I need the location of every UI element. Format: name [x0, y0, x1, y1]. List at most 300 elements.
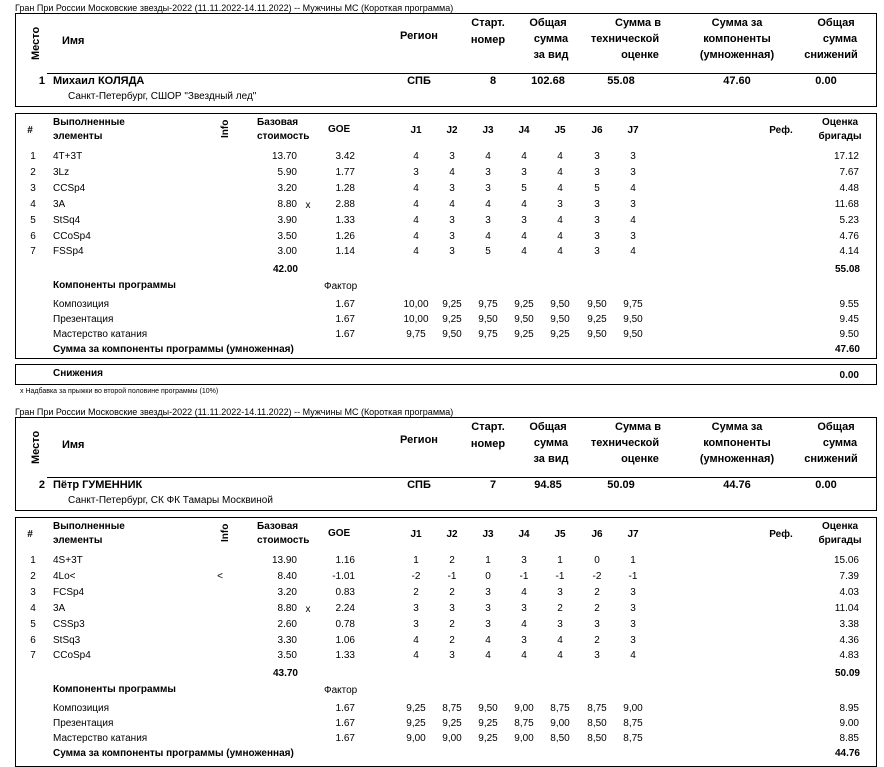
- element-number: 2: [30, 166, 36, 178]
- element-judge-5: 4: [557, 166, 563, 178]
- element-number: 7: [30, 650, 36, 662]
- skater-pcs: 44.76: [723, 479, 751, 491]
- element-panel-score: 4.83: [839, 650, 859, 662]
- element-judge-3: 3: [485, 618, 491, 630]
- judge-label-5: J5: [554, 529, 566, 540]
- element-judge-3: 5: [485, 246, 491, 258]
- element-base-value: 3.20: [277, 182, 297, 194]
- element-judge-2: 2: [449, 555, 455, 566]
- element-number: 5: [30, 214, 36, 226]
- judge-label-6: J6: [591, 125, 603, 136]
- deductions-box: [15, 364, 877, 385]
- name-label: Имя: [62, 439, 85, 451]
- component-judge-1: 10,00: [403, 299, 429, 310]
- element-judge-6: 3: [594, 151, 600, 162]
- pcs-label-1: Сумма за: [711, 17, 763, 29]
- element-panel-score: 4.76: [839, 230, 859, 242]
- header-divider: [47, 477, 876, 478]
- deductions-label-1: Общая: [817, 17, 855, 29]
- element-code: 4Lo<: [53, 570, 76, 582]
- component-factor: 1.67: [335, 299, 355, 310]
- element-code: 3A: [53, 198, 66, 210]
- total-label-3: за вид: [533, 49, 569, 61]
- component-judge-7: 9,75: [623, 299, 643, 310]
- element-judge-4: 3: [521, 634, 527, 646]
- tes-total: 50.09: [834, 668, 860, 679]
- element-goe: 2.24: [335, 602, 355, 614]
- component-judge-1: 9,25: [406, 703, 426, 714]
- component-judge-1: 9,75: [406, 328, 426, 340]
- component-judge-7: 9,50: [623, 328, 643, 340]
- element-number: 2: [30, 570, 36, 582]
- skater-region: СПБ: [407, 479, 431, 491]
- skater-name: Михаил КОЛЯДА: [53, 75, 145, 87]
- pcs-total-value: 47.60: [834, 344, 860, 355]
- element-number: 7: [30, 246, 36, 258]
- element-judge-7: 1: [630, 555, 636, 566]
- element-judge-6: 2: [594, 602, 600, 614]
- element-judge-1: 4: [413, 151, 419, 162]
- component-name: Мастерство катания: [53, 732, 148, 744]
- element-judge-7: 3: [630, 166, 636, 178]
- element-number: 5: [30, 618, 36, 630]
- element-number: 6: [30, 230, 36, 242]
- component-judge-2: 9,25: [442, 313, 462, 325]
- element-base-value: 2.60: [277, 618, 297, 630]
- deductions-row-label: Снижения: [53, 368, 103, 379]
- judge-label-3: J3: [482, 529, 494, 540]
- element-judge-5: 4: [557, 634, 563, 646]
- component-judge-6: 9,25: [587, 313, 607, 325]
- element-base-value: 3.20: [277, 586, 297, 598]
- element-panel-score: 4.14: [839, 246, 859, 258]
- element-code: 3Lz: [53, 166, 70, 178]
- element-judge-6: 3: [594, 198, 600, 210]
- judge-label-4: J4: [518, 529, 530, 540]
- element-judge-2: 3: [449, 230, 455, 242]
- element-judge-1: 4: [413, 182, 419, 194]
- component-name: Композиция: [53, 299, 110, 310]
- component-judge-2: 9,25: [442, 717, 462, 729]
- component-score: 9.00: [839, 717, 859, 729]
- element-code: CCoSp4: [53, 230, 91, 242]
- total-label-2: сумма: [533, 33, 569, 45]
- element-judge-1: 4: [413, 230, 419, 242]
- element-judge-7: 4: [630, 214, 636, 226]
- element-base-value: 5.90: [277, 166, 297, 178]
- element-judge-6: 3: [594, 246, 600, 258]
- panel-score-label-2: бригады: [818, 535, 862, 546]
- base-value-label-2: стоимость: [257, 535, 310, 546]
- element-judge-2: 3: [449, 650, 455, 662]
- element-judge-1: -2: [411, 570, 421, 582]
- component-judge-5: 9,25: [550, 328, 570, 340]
- element-code: CCSp4: [53, 182, 86, 194]
- element-code: FCSp4: [53, 586, 85, 598]
- element-judge-4: 3: [521, 166, 527, 178]
- element-judge-4: 4: [521, 246, 527, 258]
- element-judge-3: 3: [485, 586, 491, 598]
- element-goe: 1.26: [335, 230, 355, 242]
- element-judge-5: 1: [557, 555, 563, 566]
- component-judge-7: 8,75: [623, 717, 643, 729]
- element-judge-2: 4: [449, 198, 455, 210]
- program-components-label: Компоненты программы: [53, 280, 176, 291]
- ref-label: Реф.: [769, 125, 793, 136]
- base-value-total: 42.00: [272, 264, 298, 275]
- element-base-value: 3.90: [277, 214, 297, 226]
- element-goe: -1.01: [332, 570, 355, 582]
- judge-label-2: J2: [446, 125, 458, 136]
- element-judge-2: -1: [447, 570, 457, 582]
- component-judge-2: 9,25: [442, 299, 462, 310]
- element-base-value: 8.40: [277, 570, 297, 582]
- component-judge-6: 9,50: [587, 299, 607, 310]
- element-judge-4: 4: [521, 650, 527, 662]
- pcs-label-2: компоненты: [703, 437, 771, 449]
- element-judge-1: 1: [413, 555, 419, 566]
- judge-label-1: J1: [410, 125, 422, 136]
- element-judge-5: 4: [557, 182, 563, 194]
- component-name: Презентация: [53, 313, 114, 325]
- goe-label: GOE: [328, 528, 351, 539]
- element-judge-7: 3: [630, 618, 636, 630]
- skater-total: 94.85: [534, 479, 562, 491]
- panel-score-label-1: Оценка: [821, 521, 859, 532]
- element-judge-3: 4: [485, 634, 491, 646]
- pcs-label-2: компоненты: [703, 33, 771, 45]
- element-judge-7: 3: [630, 230, 636, 242]
- element-panel-score: 11.68: [834, 198, 859, 210]
- component-judge-6: 8,50: [587, 732, 607, 744]
- element-panel-score: 4.36: [839, 634, 859, 646]
- element-number: 4: [30, 198, 36, 210]
- pcs-total-label: Сумма за компоненты программы (умноженная): [53, 748, 294, 759]
- element-goe: 1.33: [335, 214, 355, 226]
- element-judge-2: 3: [449, 151, 455, 162]
- skater-tes: 55.08: [607, 75, 635, 87]
- element-base-value: 8.80: [277, 602, 297, 614]
- element-judge-5: 4: [557, 151, 563, 162]
- deductions-row-value: 0.00: [839, 370, 859, 381]
- program-components-label: Компоненты программы: [53, 684, 176, 695]
- factor-label: Фактор: [324, 281, 358, 292]
- component-judge-7: 9,50: [623, 313, 643, 325]
- element-goe: 2.88: [335, 198, 355, 210]
- element-judge-5: 2: [557, 602, 563, 614]
- skater-region: СПБ: [407, 75, 431, 87]
- element-panel-score: 7.67: [839, 166, 859, 178]
- element-judge-7: 4: [630, 182, 636, 194]
- element-goe: 0.83: [335, 586, 355, 598]
- element-base-value: 13.90: [271, 555, 297, 566]
- element-goe: 0.78: [335, 618, 355, 630]
- base-value-label-1: Базовая: [257, 521, 299, 532]
- deductions-label-2: сумма: [822, 33, 858, 45]
- skater-tes: 50.09: [607, 479, 635, 491]
- skater-place: 2: [38, 479, 45, 491]
- base-value-label-1: Базовая: [257, 117, 299, 128]
- element-judge-3: 4: [485, 151, 491, 162]
- element-number: 4: [30, 602, 36, 614]
- deductions-label-3: снижений: [804, 453, 858, 465]
- judge-label-1: J1: [410, 529, 422, 540]
- element-judge-2: 3: [449, 246, 455, 258]
- element-judge-1: 4: [413, 246, 419, 258]
- element-judge-7: 4: [630, 246, 636, 258]
- component-name: Презентация: [53, 717, 114, 729]
- tes-total: 55.08: [834, 264, 860, 275]
- element-base-value: 8.80: [277, 198, 297, 210]
- element-goe: 1.28: [335, 182, 355, 194]
- skater-name: Пётр ГУМЕННИК: [53, 479, 143, 491]
- element-judge-4: 4: [521, 618, 527, 630]
- total-label-1: Общая: [529, 17, 567, 29]
- element-judge-2: 2: [449, 618, 455, 630]
- element-judge-7: 4: [630, 650, 636, 662]
- pcs-total-label: Сумма за компоненты программы (умноженная): [53, 344, 294, 355]
- total-label-2: сумма: [533, 437, 569, 449]
- element-judge-3: 4: [485, 230, 491, 242]
- element-goe: 1.14: [335, 246, 355, 258]
- panel-score-label-1: Оценка: [821, 117, 859, 128]
- element-panel-score: 5.23: [839, 214, 859, 226]
- component-judge-2: 9,50: [442, 328, 462, 340]
- element-judge-4: -1: [519, 570, 529, 582]
- judge-label-7: J7: [627, 125, 639, 136]
- tes-label-1: Сумма в: [615, 17, 661, 29]
- component-factor: 1.67: [335, 328, 355, 340]
- element-judge-7: 3: [630, 151, 636, 162]
- element-judge-1: 4: [413, 650, 419, 662]
- num-label: #: [27, 529, 33, 540]
- element-code: StSq3: [53, 634, 81, 646]
- element-info: <: [217, 570, 223, 582]
- element-judge-5: 4: [557, 246, 563, 258]
- element-judge-4: 4: [521, 586, 527, 598]
- element-code: FSSp4: [53, 246, 84, 258]
- component-judge-1: 9,25: [406, 717, 426, 729]
- element-panel-score: 4.48: [839, 182, 859, 194]
- component-judge-3: 9,75: [478, 299, 498, 310]
- element-panel-score: 17.12: [833, 151, 859, 162]
- start-no-label-2: номер: [470, 34, 506, 46]
- tes-label-2: технической: [590, 437, 660, 449]
- element-judge-5: 3: [557, 198, 563, 210]
- judge-label-4: J4: [518, 125, 530, 136]
- element-judge-6: 3: [594, 214, 600, 226]
- element-judge-5: 3: [557, 618, 563, 630]
- element-judge-1: 4: [413, 634, 419, 646]
- element-bonus-mark: x: [305, 603, 311, 615]
- element-judge-6: 2: [594, 586, 600, 598]
- element-judge-1: 3: [413, 602, 419, 614]
- judge-label-6: J6: [591, 529, 603, 540]
- element-goe: 3.42: [335, 151, 355, 162]
- element-goe: 1.77: [335, 166, 355, 178]
- total-label-3: за вид: [533, 453, 569, 465]
- element-judge-4: 4: [521, 198, 527, 210]
- element-judge-5: 3: [557, 586, 563, 598]
- element-judge-4: 5: [521, 182, 527, 194]
- component-judge-6: 8,75: [587, 703, 607, 714]
- element-judge-6: 3: [594, 230, 600, 242]
- element-base-value: 3.50: [277, 650, 297, 662]
- component-judge-5: 9,50: [550, 299, 570, 310]
- element-judge-6: 0: [594, 555, 600, 566]
- component-score: 9.55: [839, 299, 859, 310]
- element-judge-5: 4: [557, 214, 563, 226]
- component-judge-7: 8,75: [623, 732, 643, 744]
- component-judge-5: 9,00: [550, 717, 570, 729]
- component-factor: 1.67: [335, 313, 355, 325]
- element-code: CSSp3: [53, 618, 85, 630]
- element-judge-2: 2: [449, 586, 455, 598]
- element-judge-3: 0: [485, 570, 491, 582]
- component-judge-3: 9,50: [478, 703, 498, 714]
- elements-label-2: элементы: [53, 535, 103, 546]
- element-judge-7: 3: [630, 586, 636, 598]
- skater-pcs: 47.60: [723, 75, 751, 87]
- component-name: Мастерство катания: [53, 328, 148, 340]
- judge-label-2: J2: [446, 529, 458, 540]
- start-no-label-2: номер: [470, 438, 506, 450]
- element-goe: 1.06: [335, 634, 355, 646]
- element-judge-4: 4: [521, 151, 527, 162]
- component-judge-4: 9,25: [514, 299, 534, 310]
- deductions-label-3: снижений: [804, 49, 858, 61]
- element-judge-1: 4: [413, 214, 419, 226]
- pcs-label-3: (умноженная): [699, 453, 775, 465]
- component-judge-2: 9,00: [442, 732, 462, 744]
- start-no-label-1: Старт.: [471, 421, 505, 433]
- name-label: Имя: [62, 35, 85, 47]
- pcs-total-value: 44.76: [834, 748, 860, 759]
- component-score: 9.50: [839, 328, 859, 340]
- ref-label: Реф.: [769, 529, 793, 540]
- element-judge-1: 2: [413, 586, 419, 598]
- header-divider: [47, 73, 876, 74]
- component-judge-5: 9,50: [550, 313, 570, 325]
- element-judge-3: 3: [485, 182, 491, 194]
- element-code: CCoSp4: [53, 650, 91, 662]
- element-panel-score: 15.06: [833, 555, 859, 566]
- element-number: 6: [30, 634, 36, 646]
- place-label: Место: [30, 26, 42, 60]
- element-judge-3: 3: [485, 166, 491, 178]
- element-panel-score: 4.03: [839, 586, 859, 598]
- element-number: 1: [30, 555, 36, 566]
- judge-label-7: J7: [627, 529, 639, 540]
- element-code: StSq4: [53, 214, 81, 226]
- element-judge-6: 3: [594, 166, 600, 178]
- deductions-label-2: сумма: [822, 437, 858, 449]
- element-panel-score: 11.04: [834, 602, 859, 614]
- region-label: Регион: [400, 30, 438, 42]
- element-panel-score: 7.39: [839, 570, 859, 582]
- panel-score-label-2: бригады: [818, 131, 862, 142]
- element-judge-3: 4: [485, 650, 491, 662]
- component-factor: 1.67: [335, 717, 355, 729]
- skater-start-no: 7: [489, 479, 497, 491]
- component-factor: 1.67: [335, 732, 355, 744]
- element-judge-6: -2: [592, 570, 602, 582]
- element-judge-2: 3: [449, 182, 455, 194]
- region-label: Регион: [400, 434, 438, 446]
- base-value-total: 43.70: [272, 668, 298, 679]
- tes-label-1: Сумма в: [615, 421, 661, 433]
- component-judge-3: 9,25: [478, 717, 498, 729]
- element-goe: 1.16: [335, 555, 355, 566]
- skater-place: 1: [38, 75, 45, 87]
- info-label: Info: [220, 523, 231, 542]
- element-judge-3: 1: [485, 555, 491, 566]
- factor-label: Фактор: [324, 685, 358, 696]
- base-value-label-2: стоимость: [257, 131, 310, 142]
- skater-start-no: 8: [489, 75, 497, 87]
- element-bonus-mark: x: [305, 199, 311, 211]
- deductions-label-1: Общая: [817, 421, 855, 433]
- component-judge-4: 9,00: [514, 703, 534, 714]
- element-judge-4: 3: [521, 602, 527, 614]
- element-judge-2: 4: [449, 166, 455, 178]
- component-judge-4: 9,25: [514, 328, 534, 340]
- element-judge-3: 3: [485, 602, 491, 614]
- info-label: Info: [220, 119, 231, 138]
- element-judge-5: 4: [557, 230, 563, 242]
- element-judge-7: 3: [630, 198, 636, 210]
- element-number: 3: [30, 182, 36, 194]
- component-judge-1: 10,00: [403, 313, 429, 325]
- elements-label-1: Выполненные: [53, 117, 125, 128]
- component-name: Композиция: [53, 703, 110, 714]
- goe-label: GOE: [328, 124, 351, 135]
- element-number: 3: [30, 586, 36, 598]
- element-number: 1: [30, 151, 36, 162]
- element-judge-3: 4: [485, 198, 491, 210]
- tes-label-3: оценке: [621, 49, 659, 61]
- element-judge-7: 3: [630, 634, 636, 646]
- skater-club: Санкт-Петербург, СШОР "Звездный лед": [68, 91, 257, 102]
- element-code: 4T+3T: [53, 151, 83, 162]
- element-judge-3: 3: [485, 214, 491, 226]
- element-judge-2: 3: [449, 602, 455, 614]
- element-base-value: 13.70: [271, 151, 297, 162]
- component-judge-3: 9,25: [478, 732, 498, 744]
- tes-label-3: оценке: [621, 453, 659, 465]
- place-label: Место: [30, 430, 42, 464]
- skater-deductions: 0.00: [815, 75, 837, 87]
- component-judge-3: 9,75: [478, 328, 498, 340]
- element-base-value: 3.00: [277, 246, 297, 258]
- elements-label-1: Выполненные: [53, 521, 125, 532]
- element-judge-5: -1: [555, 570, 565, 582]
- event-header: Гран При России Московские звезды-2022 (11.11.2022-14.11.2022) -- Мужчины МС (Короткая программа): [15, 407, 454, 417]
- pcs-label-3: (умноженная): [699, 49, 775, 61]
- start-no-label-1: Старт.: [471, 17, 505, 29]
- total-label-1: Общая: [529, 421, 567, 433]
- element-judge-4: 4: [521, 230, 527, 242]
- skater-deductions: 0.00: [815, 479, 837, 491]
- skater-total: 102.68: [531, 75, 565, 87]
- component-judge-2: 8,75: [442, 703, 462, 714]
- element-judge-6: 3: [594, 618, 600, 630]
- judge-label-5: J5: [554, 125, 566, 136]
- element-judge-1: 3: [413, 618, 419, 630]
- component-score: 8.95: [839, 703, 859, 714]
- skater-club: Санкт-Петербург, СК ФК Тамары Москвиной: [68, 495, 273, 506]
- component-score: 9.45: [839, 313, 859, 325]
